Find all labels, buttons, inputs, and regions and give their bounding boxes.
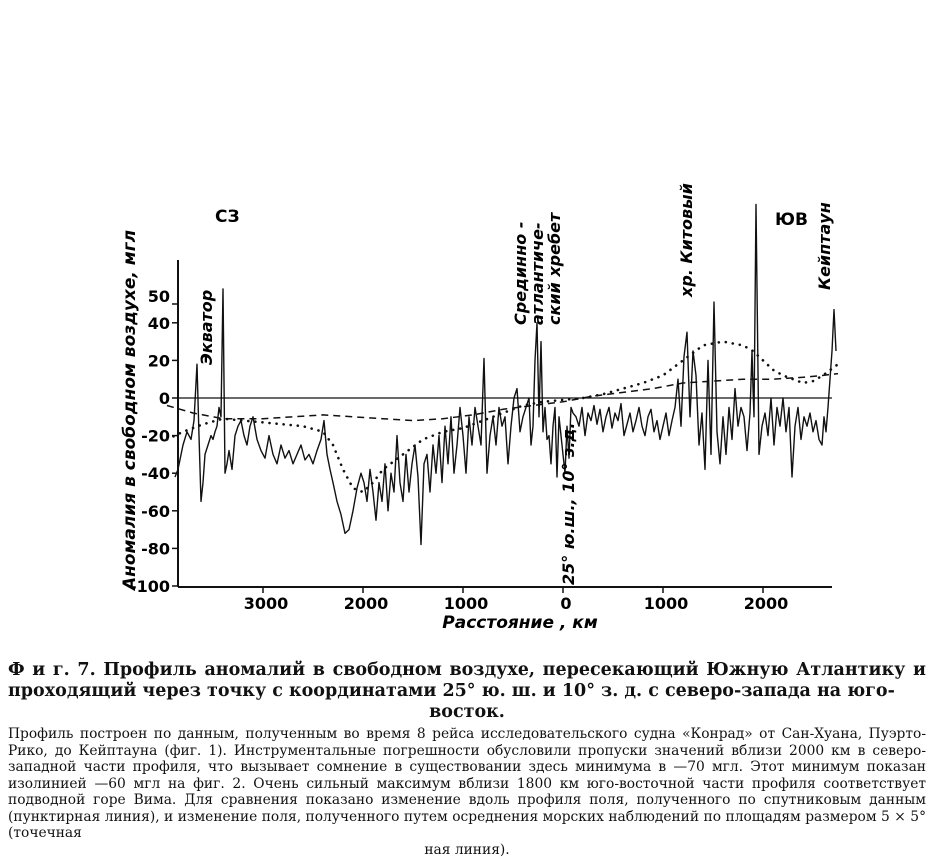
annotation-label: хр. Китовый	[677, 183, 696, 297]
x-axis-title: Расстояние , км	[442, 613, 598, 633]
y-tick-label: 40	[147, 313, 170, 333]
x-tick-label: 1000	[443, 594, 489, 613]
caption-body-end: ная линия).	[424, 841, 510, 858]
annotation-label: Кейптаун	[815, 202, 834, 290]
annotation-ridge-line: Срединно -	[511, 221, 530, 325]
corner-label-southeast: ЮВ	[775, 210, 808, 230]
series-line-solid	[175, 204, 836, 544]
y-tick-label: -80	[141, 539, 170, 559]
x-tick-label: 3000	[243, 594, 289, 613]
caption-title-text: Ф и г. 7. Профиль аномалий в свободном воздухе, пересекающий Южную Атлантику и проходящий через точку с координатами 25° ю. ш. и 10° з. д. с северо-запада на юго-	[8, 660, 926, 701]
y-tick-label: -100	[129, 577, 170, 596]
x-tick-label: 0	[560, 594, 572, 613]
annotation-ridge-line: атлантиче-	[528, 222, 547, 325]
y-axis-title: Аномалия в свободном воздухе, мгл	[120, 229, 140, 591]
y-tick-label: -20	[141, 426, 170, 446]
corner-label-northwest: СЗ	[215, 207, 240, 227]
x-tick-label: 2000	[343, 594, 389, 613]
x-tick-label: 1000	[643, 594, 689, 613]
figure-caption-body	[8, 726, 926, 858]
annotation-label: Экватор	[197, 289, 216, 365]
annotation-label: 25° ю.ш., 10° з.д.	[559, 422, 578, 585]
chart-series-layer	[167, 204, 838, 544]
chart-labels-layer	[120, 183, 834, 633]
caption-title-end: восток.	[429, 702, 505, 722]
y-tick-label: 20	[147, 351, 170, 371]
y-tick-label: -60	[141, 501, 170, 521]
y-tick-label: 50	[147, 287, 170, 306]
y-tick-label: -40	[141, 464, 170, 484]
x-tick-label: 2000	[743, 594, 789, 613]
caption-body-text: Профиль построен по данным, полученным во время 8 рейса исследовательского судна «Конрад» от Сан-Хуана, Пуэрто-Рико, до Кейптауна (фиг. 1). Инструментальные погрешности обусловили пропуски значений вблизи 2000 км в северо-западной части профиля, что вызывает сомнение в существовании здесь минимума в —70 мгл. Этот минимум показан изолинией —60 мгл на фиг. 2. Очень сильный максимум вблизи 1800 км юго-восточной части профиля соответствует подводной горе Вима. Для сравнения показано изменение вдоль профиля поля, полученного по спутниковым данным (пунктирная линия), и изменение поля, полученного путем осреднения морских наблюдений по площадям размером 5 × 5° (точечная	[8, 726, 926, 841]
annotation-ridge-line: ский хребет	[545, 212, 564, 325]
y-tick-label: 0	[158, 389, 170, 408]
figure-caption-title	[8, 660, 926, 723]
